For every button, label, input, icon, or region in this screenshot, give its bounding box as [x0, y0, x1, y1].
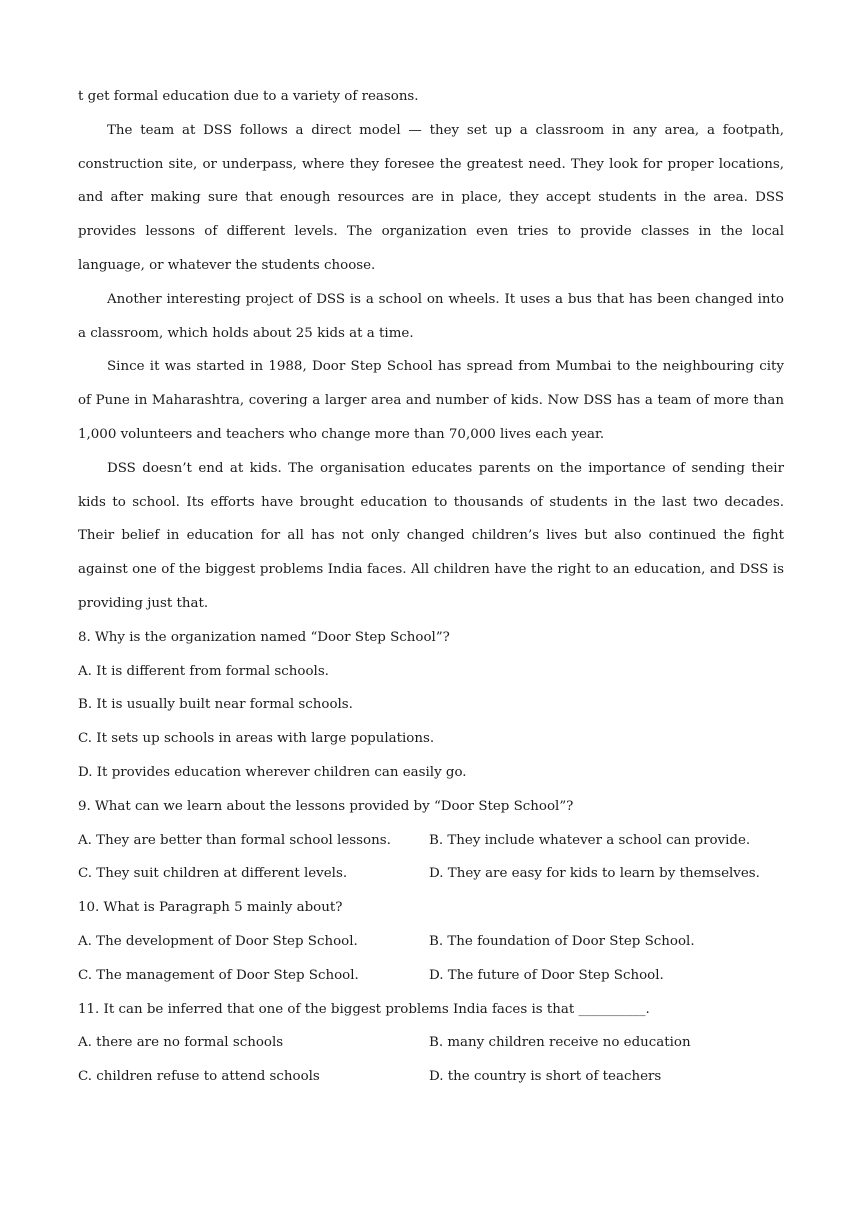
option-b: B. many children receive no education [429, 1035, 691, 1051]
question-10 [78, 891, 784, 992]
option-a: A. there are no formal schools [78, 1035, 284, 1051]
option-d: D. It provides education wherever children can easily go. [78, 764, 467, 780]
question-stem: 11. It can be inferred that one of the biggest problems India faces is that __________. [78, 1001, 650, 1017]
question-11 [78, 993, 784, 1094]
option-a: A. The development of Door Step School. [78, 933, 358, 949]
option-c: C. They suit children at different levels. [78, 866, 348, 882]
passage-paragraph-5: DSS doesn’t end at kids. The organisation educates parents on the importance of sending their kids to school. Its efforts have brought education to thousands of students in the last two decades. Their belief in education for all has not only changed children’s lives but also continued the fight against one of the biggest problems India faces. All children have the right to an education, and DSS is providing just that. [78, 460, 784, 611]
question-9 [78, 790, 784, 891]
option-row [78, 1060, 784, 1094]
passage-paragraph-continuation: t get formal education due to a variety of reasons. [78, 89, 419, 104]
question-stem: 9. What can we learn about the lessons provided by “Door Step School”? [78, 798, 574, 814]
option-c: C. It sets up schools in areas with large populations. [78, 731, 435, 747]
option-c: C. The management of Door Step School. [78, 967, 359, 983]
option-b: B. It is usually built near formal schools. [78, 697, 353, 713]
option-b: B. The foundation of Door Step School. [429, 933, 695, 949]
option-b: B. They include whatever a school can provide. [429, 832, 751, 848]
passage-paragraph-3: Another interesting project of DSS is a school on wheels. It uses a bus that has been changed into a classroom, which holds about 25 kids at a time. [78, 291, 784, 341]
option-row [78, 857, 784, 891]
question-8 [78, 621, 784, 790]
option-d: D. The future of Door Step School. [429, 967, 664, 983]
question-stem: 8. Why is the organization named “Door Step School”? [78, 629, 450, 645]
option-d: D. They are easy for kids to learn by themselves. [429, 866, 760, 882]
exam-page [78, 80, 784, 1094]
option-d: D. the country is short of teachers [429, 1069, 662, 1085]
option-row [78, 925, 784, 959]
option-c: C. children refuse to attend schools [78, 1069, 320, 1085]
option-a: A. They are better than formal school lessons. [78, 832, 391, 848]
passage-paragraph-4: Since it was started in 1988, Door Step School has spread from Mumbai to the neighbouring city of Pune in Maharashtra, covering a larger area and number of kids. Now DSS has a team of more than 1,000 volunteers and teachers who change more than 70,000 lives each year. [78, 359, 784, 442]
option-row [78, 824, 784, 858]
option-row [78, 1026, 784, 1060]
question-stem: 10. What is Paragraph 5 mainly about? [78, 900, 343, 916]
option-a: A. It is different from formal schools. [78, 663, 329, 679]
option-row [78, 959, 784, 993]
passage-paragraph-2: The team at DSS follows a direct model — they set up a classroom in any area, a footpath, construction site, or underpass, where they foresee the greatest need. They look for proper locations, and after making sure that enough resources are in place, they accept students in the area. DSS provides lessons of different levels. The organization even tries to provide classes in the local language, or whatever the students choose. [78, 122, 784, 273]
